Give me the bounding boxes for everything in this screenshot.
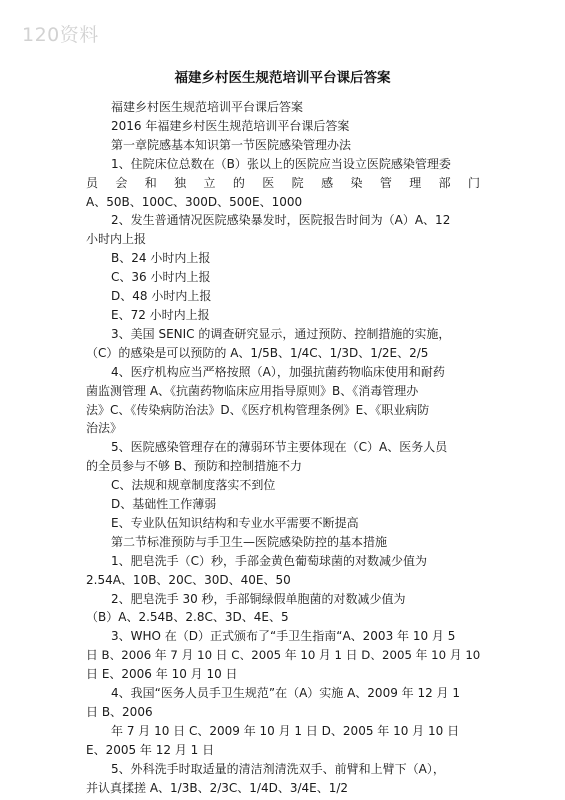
- text-line: 2、肥皂洗手 30 秒，手部铜绿假单胞菌的对数减少值为: [111, 591, 406, 606]
- text-line: 日 B、2006: [86, 705, 153, 719]
- text-line: 日 B、2006 年 7 月 10 日 C、2005 年 10 月 1 日 D、2005 年 10 月 10: [86, 648, 481, 663]
- text-line: 3、WHO 在（D）正式颁布了“手卫生指南“A、2003 年 10 月 5: [111, 629, 456, 644]
- text-line: E、72 小时内上报: [111, 307, 210, 322]
- text-line: 5、外科洗手时取适量的清洁剂清洗双手、前臂和上臂下（A），: [111, 761, 445, 776]
- text-line: 第一章院感基本知识第一节医院感染管理办法: [111, 137, 352, 152]
- text-line: 年 7 月 10 日 C、2009 年 10 月 1 日 D、2005 年 10 月 10 日: [111, 723, 460, 738]
- text-line: D、基础性工作薄弱: [111, 497, 217, 512]
- text-line: E、2005 年 12 月 1 日: [86, 742, 215, 757]
- text-line: 1、肥皂洗手（C）秒，手部金黄色葡萄球菌的对数减少值为: [111, 553, 428, 568]
- text-line: C、36 小时内上报: [111, 270, 211, 285]
- text-line: E、专业队伍知识结构和专业水平需要不断提高: [111, 515, 359, 530]
- text-line: 菌监测管理 A、《抗菌药物临床应用指导原则》B、《消毒管理办: [86, 383, 419, 398]
- text-line: 2.54A、10B、20C、30D、40E、50: [86, 572, 291, 587]
- text-line: C、法规和规章制度落实不到位: [111, 478, 276, 493]
- text-line: 2016 年福建乡村医生规范培训平台课后答案: [111, 118, 350, 133]
- text-line: （C）的感染是可以预防的 A、1/5B、1/4C、1/3D、1/2E、2/5: [86, 345, 429, 360]
- watermark-logo: 120资料: [22, 24, 99, 46]
- text-line: 法》C、《传染病防治法》D、《医疗机构管理条例》E、《职业病防: [86, 402, 430, 417]
- text-line: 第二节标准预防与手卫生—医院感染防控的基本措施: [111, 534, 388, 549]
- text-line: 日 E、2006 年 10 月 10 日: [86, 667, 238, 682]
- text-line: 员会和独立的医院感染管理部门: [86, 175, 480, 190]
- text-line: 治法》: [86, 421, 123, 436]
- text-line: 1、住院床位总数在（B）张以上的医院应当设立医院感染管理委: [111, 156, 451, 171]
- text-line: 的全员参与不够 B、预防和控制措施不力: [86, 459, 303, 474]
- text-line: 福建乡村医生规范培训平台课后答案: [111, 100, 304, 114]
- text-line: 并认真揉搓 A、1/3B、2/3C、1/4D、3/4E、1/2: [86, 780, 349, 795]
- text-line: 小时内上报: [86, 232, 147, 247]
- text-line: 5、医院感染管理存在的薄弱环节主要体现在（C）A、医务人员: [111, 440, 448, 455]
- text-line: 4、医疗机构应当严格按照（A），加强抗菌药物临床使用和耐药: [111, 364, 445, 379]
- text-line: 3、美国 SENIC 的调查研究显示，通过预防、控制措施的实施，: [111, 326, 451, 341]
- text-line: B、24 小时内上报: [111, 251, 211, 266]
- text-line: （B）A、2.54B、2.8C、3D、4E、5: [86, 610, 289, 625]
- text-line: A、50B、100C、300D、500E、1000: [86, 194, 303, 209]
- text-line: 4、我国“医务人员手卫生规范”在（A）实施 A、2009 年 12 月 1: [111, 686, 461, 701]
- document-body: [86, 98, 480, 798]
- text-line: D、48 小时内上报: [111, 289, 212, 304]
- text-line: 2、发生普通情况医院感染暴发时，医院报告时间为（A）A、12: [111, 213, 451, 228]
- document-title: 福建乡村医生规范培训平台课后答案: [174, 70, 391, 86]
